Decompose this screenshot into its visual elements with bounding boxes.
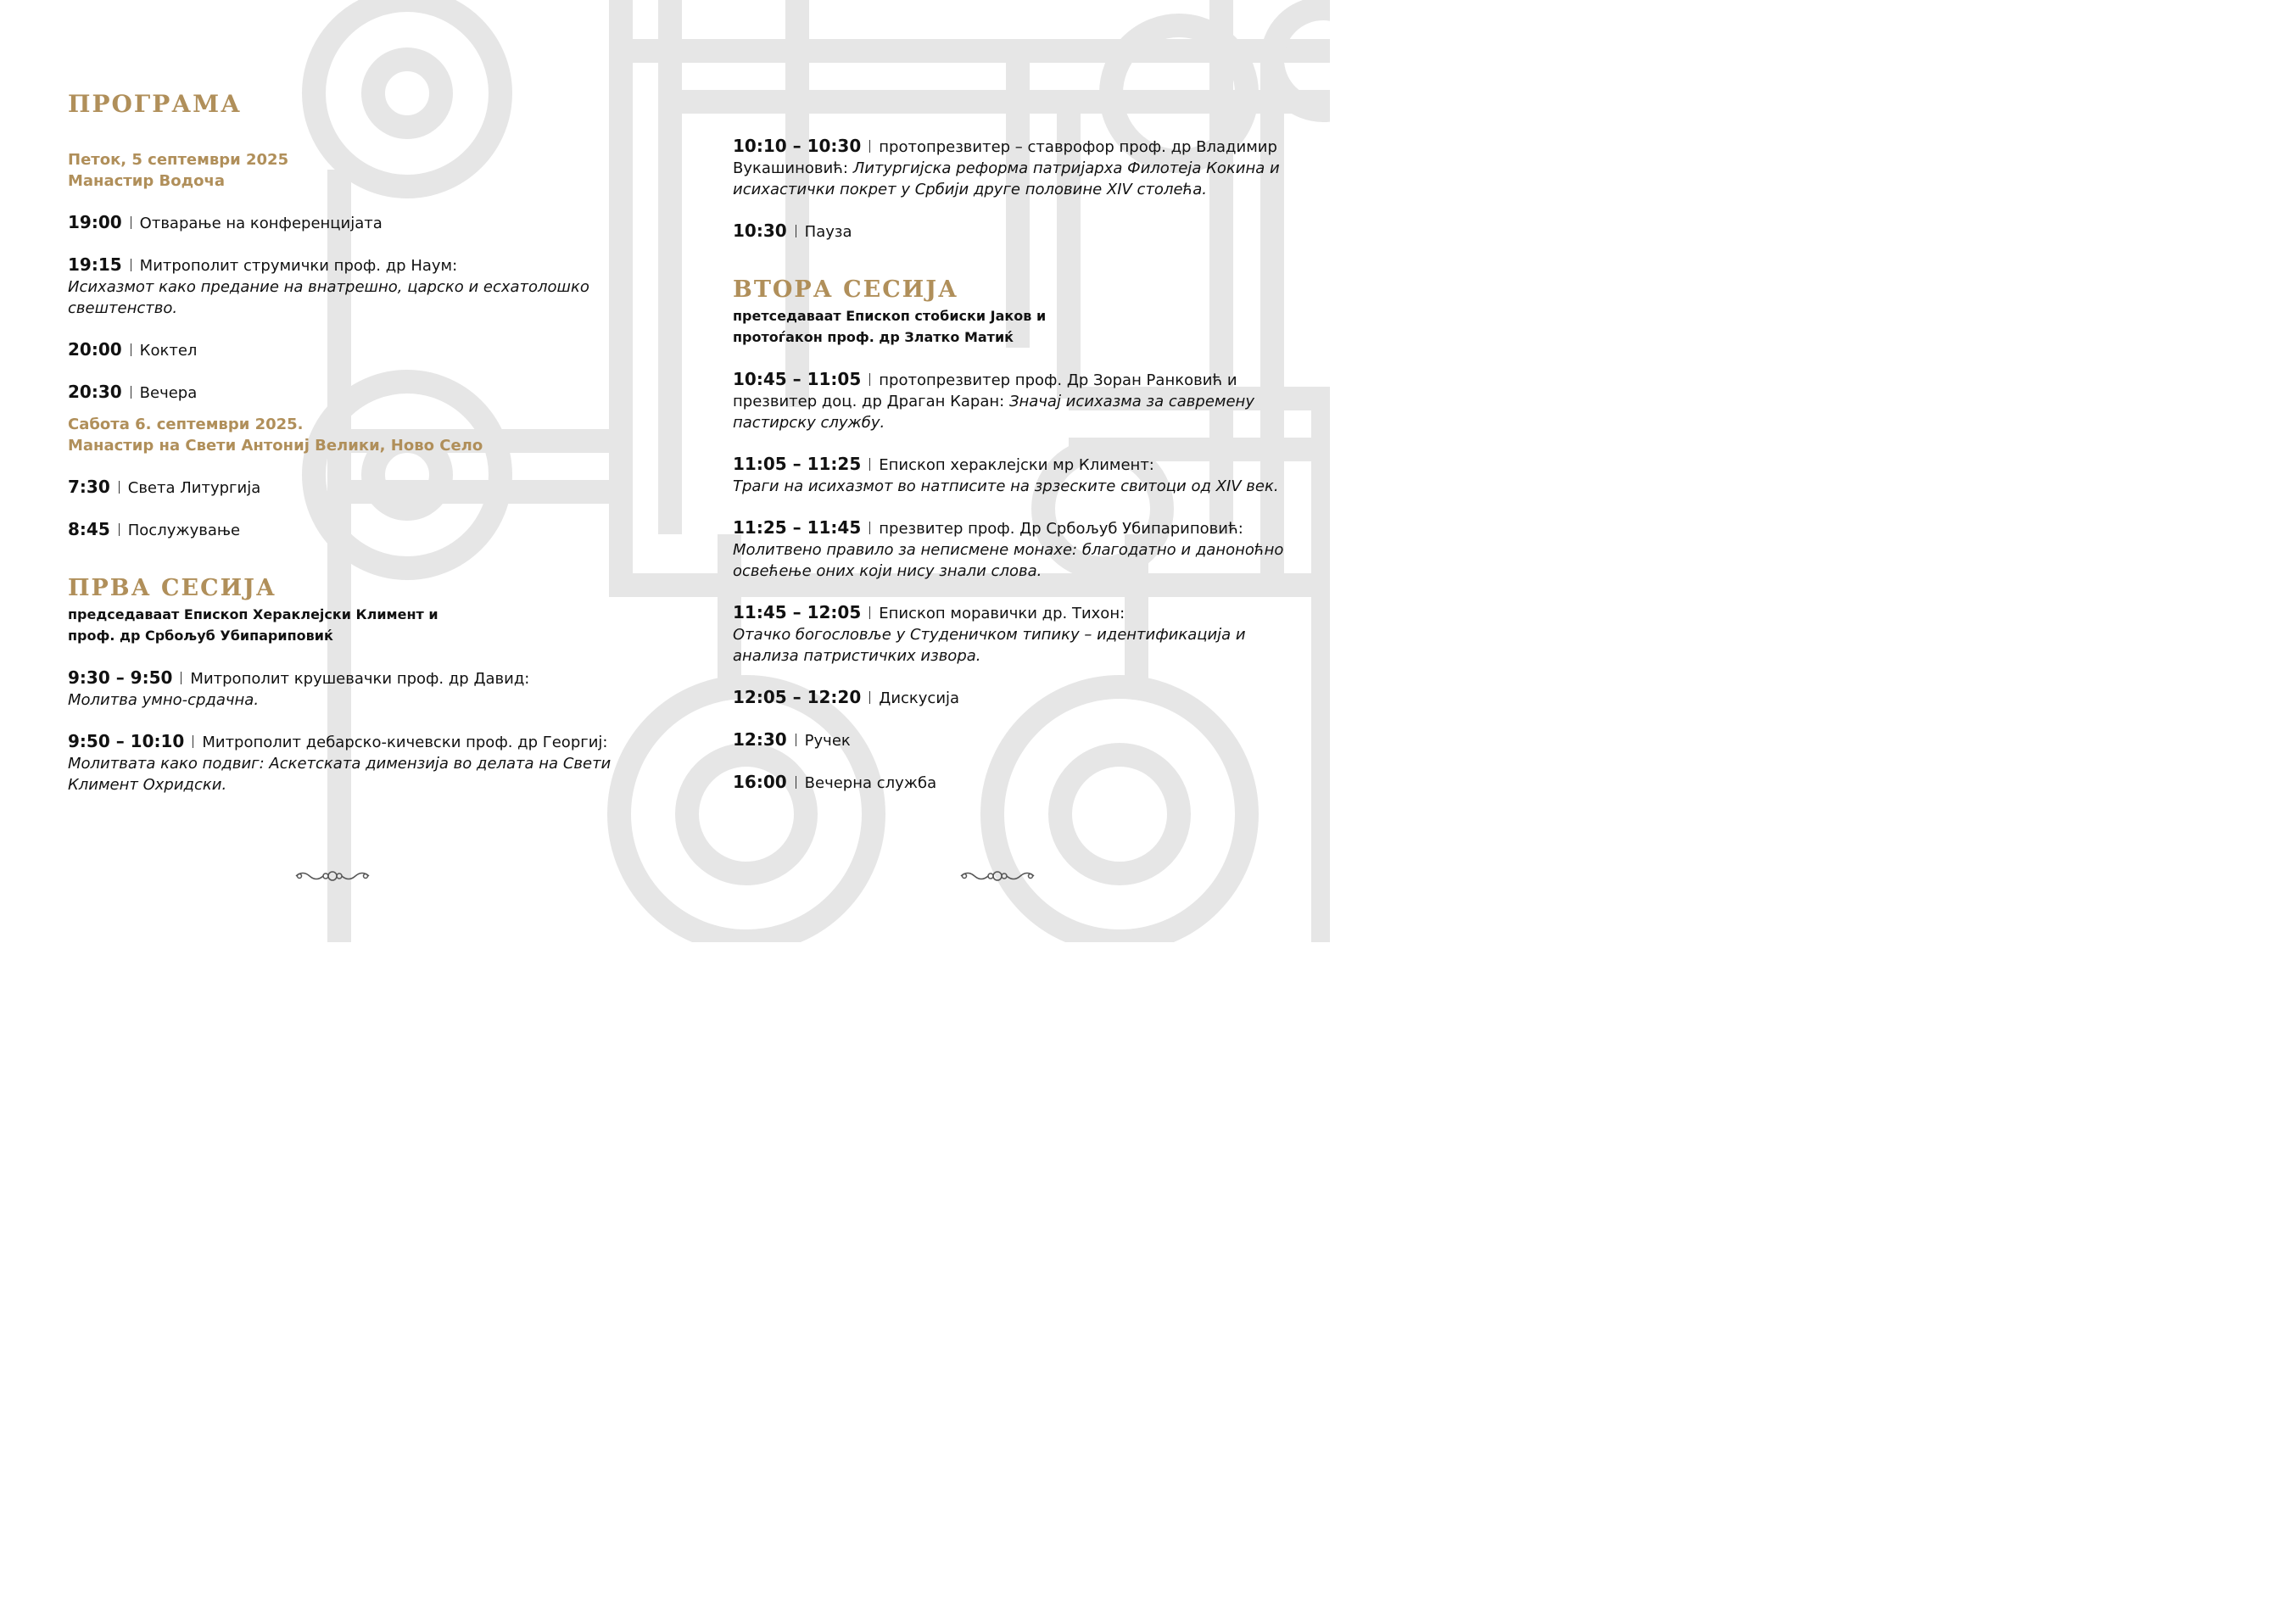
entry-text: Ручек [804, 732, 851, 751]
entry-text: Пауза [804, 223, 852, 241]
left-column [68, 90, 619, 795]
entry-time: 12:30 [733, 729, 787, 751]
session1-chairs [68, 604, 619, 646]
session2-chairs [733, 305, 1310, 348]
entry-time: 8:45 [68, 518, 110, 539]
entry-time: 11:05 – 11:25 [733, 454, 862, 475]
program-entry [68, 477, 619, 499]
entry-text: Митрополит струмички проф. др Наум: [139, 256, 458, 275]
entry-time: 9:50 – 10:10 [68, 730, 185, 751]
day2-date: Сабота 6. септември 2025. [68, 415, 304, 433]
session1 [68, 575, 619, 646]
page-title: ПРОГРАМА [68, 90, 242, 118]
ornament-icon [294, 868, 371, 884]
entry-time: 11:25 – 11:45 [733, 517, 862, 539]
entry-text: Епископ моравички др. Тихон: [879, 605, 1125, 623]
entry-text: Послужување [127, 521, 241, 539]
entry-text: протопрезвитер – ставрофор проф. др Владимир Вукашиновић: [733, 138, 1277, 177]
day1-header [68, 149, 619, 192]
program-entry [733, 220, 1310, 243]
entry-time: 16:00 [733, 772, 787, 793]
entry-time: 9:30 – 9:50 [68, 667, 173, 688]
talk-title: Молитвата како подвиг: Аскетската димензија во делата на Свети Климент Охридски. [68, 754, 612, 794]
entry-time: 10:10 – 10:30 [733, 136, 862, 156]
entry-text: Коктел [139, 341, 198, 360]
entry-text: протопрезвитер проф. Др Зоран Ранковић и презвитер доц. др Драган Каран: [733, 371, 1237, 411]
separator [119, 481, 120, 494]
chairs-line: претседаваат Епископ стобиски Јаков и [733, 308, 1047, 325]
talk-title: Отачко богословље у Студеничком типику – идентификација и анализа патристичких извора. [733, 626, 1246, 666]
separator [869, 522, 870, 534]
separator [869, 606, 870, 619]
entry-text: Вечера [139, 383, 198, 402]
talk-title: Литургијска реформа патријарха Филотеја Кокина и исихастички покрет у Србији друге половине XIV столећа. [733, 159, 1280, 198]
day1-place: Манастир Водоча [68, 171, 226, 190]
entry-text: презвитер проф. Др Србољуб Убипариповић: [879, 520, 1243, 539]
entry-time: 20:00 [68, 338, 122, 360]
entry-time: 19:15 [68, 254, 122, 275]
talk-title: Значај исихазма за савремену пастирску службу. [733, 393, 1254, 433]
entry-time: 19:00 [68, 211, 122, 232]
entry-time: 10:30 [733, 220, 787, 241]
entry-text: Епископ хераклејски мр Климент: [879, 456, 1154, 475]
entry-text: Митрополит дебарско-кичевски проф. др Георгиј: [202, 733, 608, 751]
day2-place: Манастир на Свети Антониј Велики, Ново Село [68, 436, 483, 455]
program-entry [733, 369, 1310, 433]
separator [869, 691, 870, 704]
program-entry [733, 517, 1310, 582]
session2-title: ВТОРА СЕСИЈА [733, 276, 958, 303]
program-entry [733, 772, 1310, 794]
session1-title: ПРВА СЕСИЈА [68, 574, 276, 601]
chairs-line: протоѓакон проф. др Златко Матиќ [733, 329, 1014, 346]
entry-time: 20:30 [68, 381, 122, 402]
entry-text: Митрополит крушевачки проф. др Давид: [190, 669, 530, 688]
program-entry [733, 136, 1310, 200]
program-entry [68, 212, 619, 234]
ornament-icon [959, 868, 1036, 884]
entry-time: 7:30 [68, 476, 110, 497]
entry-time: 12:05 – 12:20 [733, 687, 862, 708]
separator [869, 140, 870, 153]
separator [181, 672, 182, 684]
talk-title: Исихазмот како предание на внатрешно, царско и есхатолошко свештенство. [68, 277, 589, 317]
program-entry [733, 687, 1310, 709]
program-entry [68, 382, 619, 404]
right-column [733, 136, 1310, 794]
talk-title: Молитвено правило за неписмене монахе: благодатно и даноноћно освећење оних који нису знали слова. [733, 541, 1284, 581]
day2-header [68, 414, 619, 456]
program-entry [68, 339, 619, 361]
talk-title: Молитва умно-срдачна. [68, 690, 260, 709]
chairs-line: проф. др Србољуб Убипариповиќ [68, 627, 333, 644]
program-entry [733, 729, 1310, 751]
program-entry [68, 667, 619, 711]
entry-time: 10:45 – 11:05 [733, 369, 862, 390]
entry-text: Света Литургија [127, 478, 261, 497]
separator [869, 373, 870, 386]
talk-title: Траги на исихазмот во натписите на зрзеските свитоци од XIV век. [733, 477, 1279, 496]
entry-text: Дискусија [879, 689, 960, 708]
separator [869, 458, 870, 471]
day1-date: Петок, 5 септември 2025 [68, 150, 289, 169]
program-entry [68, 731, 619, 795]
program-entry [733, 454, 1310, 497]
program-entry [68, 254, 619, 319]
chairs-line: председаваат Епископ Хераклејски Климент и [68, 606, 438, 622]
session2 [733, 276, 1310, 348]
program-entry [733, 602, 1310, 667]
separator [119, 523, 120, 536]
entry-text: Вечерна служба [804, 774, 937, 793]
entry-text: Отварање на конференцијата [139, 214, 383, 232]
program-entry [68, 519, 619, 541]
entry-time: 11:45 – 12:05 [733, 602, 862, 623]
